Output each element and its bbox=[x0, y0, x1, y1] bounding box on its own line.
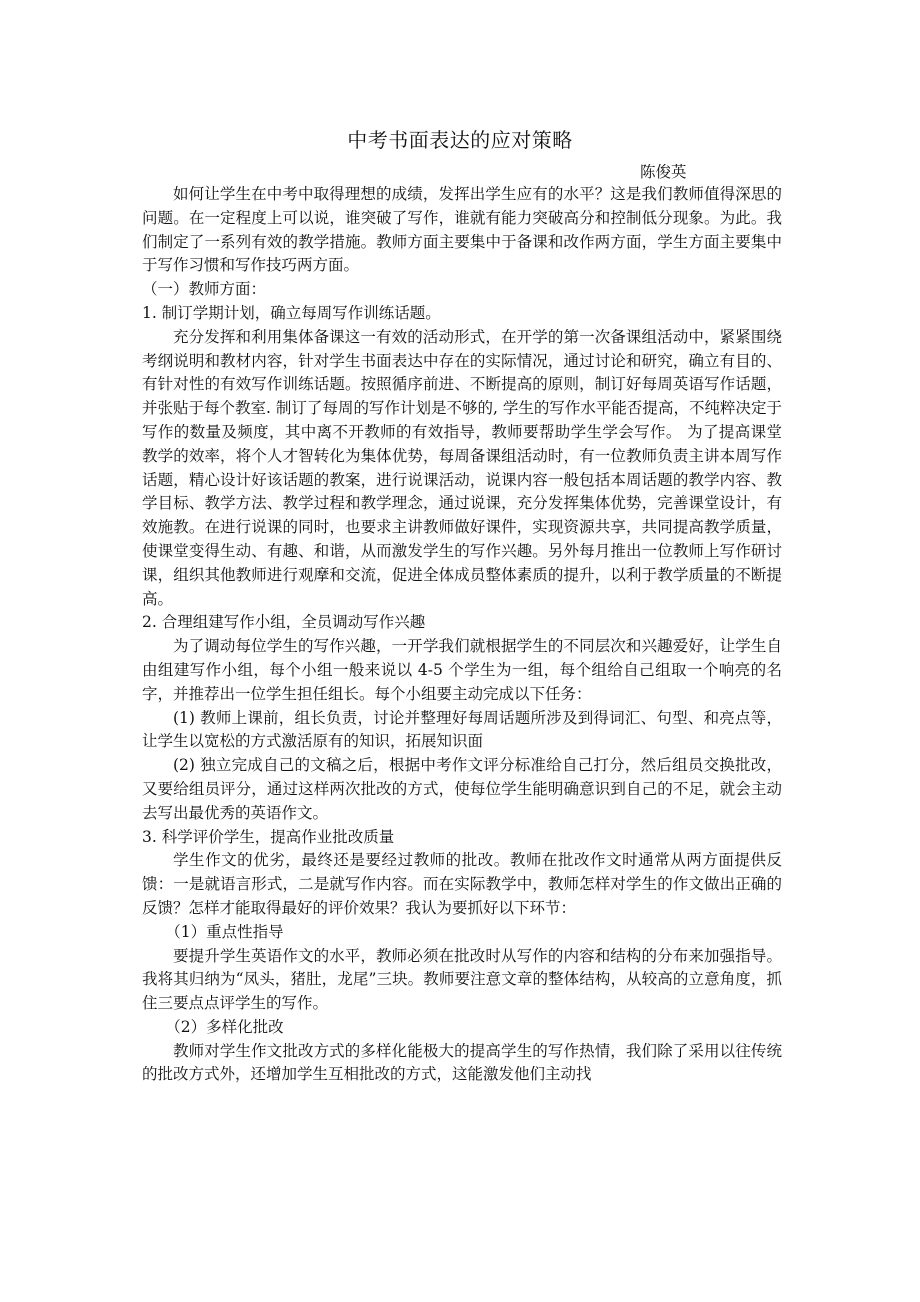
author-name: 陈俊英 bbox=[640, 163, 687, 181]
section-heading-teachers: （一）教师方面： bbox=[142, 280, 267, 299]
body-paragraph: 教师对学生作文批改方式的多样化能极大的提高学生的写作热情，我们除了采用以往传统的批改方式外，还增加学生互相批改的方式，这能激发他们主动找 bbox=[142, 1041, 782, 1084]
sub-item-paragraph: (1) 教师上课前，组长负责，讨论并整理好每周话题所涉及到得词汇、句型、和亮点等，让学生以宽松的方式激活原有的知识，拓展知识面 bbox=[142, 708, 782, 751]
intro-paragraph: 如何让学生在中考中取得理想的成绩，发挥出学生应有的水平？这是我们教师值得深思的问题。在一定程度上可以说，谁突破了写作，谁就有能力突破高分和控制低分现象。为此。我们制定了一系列有效的教学措施。教师方面主要集中于备课和改作两方面，学生方面主要集中于写作习惯和写作技巧两方面。 bbox=[142, 185, 782, 275]
sub-heading: （2）多样化批改 bbox=[165, 1017, 284, 1036]
item-heading-2: 2. 合理组建写作小组，全员调动写作兴趣 bbox=[142, 613, 426, 632]
item-heading-3: 3. 科学评价学生，提高作业批改质量 bbox=[142, 827, 395, 846]
item-heading-1: 1. 制订学期计划，确立每周写作训练话题。 bbox=[142, 303, 441, 322]
body-paragraph: 为了调动每位学生的写作兴趣，一开学我们就根据学生的不同层次和兴趣爱好，让学生自由组建写作小组，每个小组一般来说以 4-5 个学生为一组，每个组给自己组取一个响亮的名字，并推荐出一位学生担任组长。每个小组要主动完成以下任务： bbox=[142, 637, 782, 703]
sub-heading: （1）重点性指导 bbox=[165, 922, 284, 941]
body-paragraph: 要提升学生英语作文的水平，教师必须在批改时从写作的内容和结构的分布来加强指导。我将其归纳为“凤头，猪肚，龙尾”三块。教师要注意文章的整体结构，从较高的立意角度，抓住三要点点评学生的写作。 bbox=[142, 946, 782, 1013]
sub-item-paragraph: (2) 独立完成自己的文稿之后，根据中考作文评分标准给自己打分，然后组员交换批改，又要给组员评分，通过这样两次批改的方式，使每位学生能明确意识到自己的不足，就会主动去写出最优秀的英语作文。 bbox=[142, 756, 782, 822]
document-body bbox=[142, 183, 782, 1087]
body-paragraph: 充分发挥和利用集体备课这一有效的活动形式，在开学的第一次备课组活动中，紧紧围绕考纲说明和教材内容，针对学生书面表达中存在的实际情况，通过讨论和研究，确立有目的、有针对性的有效写作训练话题。按照循序前进、不断提高的原则，制订好每周英语写作话题，并张贴于每个教室. 制订了每周的写作计划是不够的, 学生的写作水平能否提高，不纯粹决定于写作的数量及频度，其中离不开教师的有效指导，教师要帮助学生学会写作。 为了提高课堂教学的效率，将个人才智转化为集体优势，每周备课组活动时，有一位教师负责主讲本周写作话题，精心设计好该话题的教案，进行说课活动，说课内容一般包括本周话题的教学内容、教学目标、教学方法、教学过程和教学理念，通过说课，充分发挥集体优势，完善课堂设计，有效施教。在进行说课的同时，也要求主讲教师做好课件，实现资源共享，共同提高教学质量，使课堂变得生动、有趣、和谐，从而激发学生的写作兴趣。另外每月推出一位教师上写作研讨课，组织其他教师进行观摩和交流，促进全体成员整体素质的提升，以利于教学质量的不断提高。 bbox=[142, 327, 782, 608]
document-title: 中考书面表达的应对策略 bbox=[347, 128, 573, 152]
body-paragraph: 学生作文的优劣，最终还是要经过教师的批改。教师在批改作文时通常从两方面提供反馈：一是就语言形式，二是就写作内容。而在实际教学中，教师怎样对学生的作文做出正确的反馈？怎样才能取得最好的评价效果？我认为要抓好以下环节： bbox=[142, 851, 782, 917]
